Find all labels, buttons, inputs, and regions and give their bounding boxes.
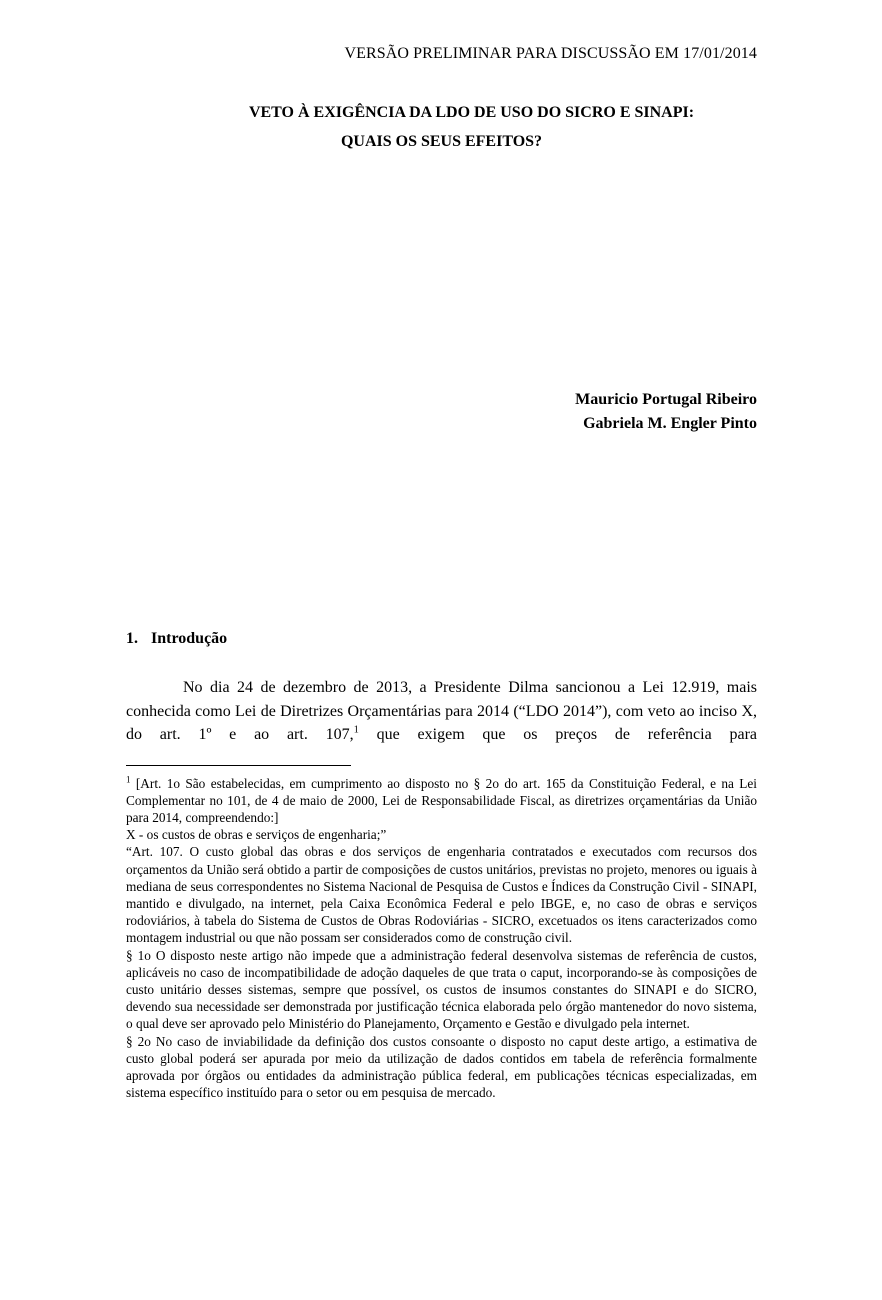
section-title: Introdução — [151, 630, 228, 647]
authors-block — [126, 388, 757, 436]
author-name: Mauricio Portugal Ribeiro — [575, 391, 757, 408]
footnote-paragraph: § 1o O disposto neste artigo não impede que a administração federal desenvolva sistemas de referência de custos, aplicáveis no caso de incompatibilidade de adoção daqueles de que trata o caput, incorporando-se às composições de custo unitário desses sistemas, sempre que possível, os custos de insumos constantes do SINAPI e do SICRO, devendo sua necessidade ser demonstrada por justificação técnica elaborada pelo órgão mantenedor do novo sistema, o qual deve ser aprovado pelo Ministério do Planejamento, Orçamento e Gestão e divulgado pela internet. — [126, 947, 757, 1032]
document-title-line-2: QUAIS OS SEUS EFEITOS? — [340, 133, 543, 150]
section-number: 1. — [126, 630, 138, 647]
footnote-paragraph — [126, 775, 757, 827]
document-title-line-1: VETO À EXIGÊNCIA DA LDO DE USO DO SICRO E SINAPI: — [248, 104, 695, 121]
footnote-paragraph: § 2o No caso de inviabilidade da definição dos custos consoante o disposto no caput deste artigo, a estimativa de custo global poderá ser apurada por meio da utilização de dados contidos em tabela de referência formalmente aprovada por órgãos ou entidades da administração pública federal, em publicações técnicas especializadas, em sistema específico instituído para o setor ou em pesquisa de mercado. — [126, 1033, 757, 1101]
document-title — [126, 98, 757, 156]
footnote-paragraph-text: [Art. 1o São estabelecidas, em cumprimento ao disposto no § 2o do art. 165 da Constituição Federal, e na Lei Complementar no 101, de 4 de maio de 2000, Lei de Responsabilidade Fiscal, as diretrizes orçamentárias da União para 2014, compreendendo:] — [126, 775, 757, 825]
intro-paragraph — [126, 676, 757, 747]
preliminary-version-header: VERSÃO PRELIMINAR PARA DISCUSSÃO EM 17/01/2014 — [344, 45, 757, 62]
footnote-reference: 1 — [353, 724, 359, 736]
footnote-paragraph: X - os custos de obras e serviços de engenharia;” — [126, 827, 387, 843]
author-name: Gabriela M. Engler Pinto — [583, 415, 757, 432]
footnote-separator — [126, 765, 351, 766]
intro-paragraph-text-continued: que exigem que os preços de referência para — [358, 726, 757, 743]
footnote-block — [126, 775, 757, 1102]
footnote-marker: 1 — [126, 774, 131, 785]
section-heading — [126, 628, 757, 650]
footnote-paragraph: “Art. 107. O custo global das obras e dos serviços de engenharia contratados e executados com recursos dos orçamentos da União será obtido a partir de composições de custos unitários, previstas no projeto, menores ou iguais à mediana de seus correspondentes no Sistema Nacional de Pesquisa de Custos e Índices da Construção Civil - SINAPI, mantido e divulgado, na internet, pela Caixa Econômica Federal e pelo IBGE, e, no caso de obras e serviços rodoviários, à tabela do Sistema de Custos de Obras Rodoviárias - SICRO, excetuados os itens caracterizados como montagem industrial ou que não possam ser considerados como de construção civil. — [126, 844, 757, 946]
document-page — [0, 44, 882, 1300]
intro-paragraph-text: No dia 24 de dezembro de 2013, a Presidente Dilma sancionou a Lei 12.919, mais conhecida como Lei de Diretrizes Orçamentárias para 2014 (“LDO 2014”), com veto ao inciso X, do art. 1º e ao art. 107, — [126, 679, 757, 743]
